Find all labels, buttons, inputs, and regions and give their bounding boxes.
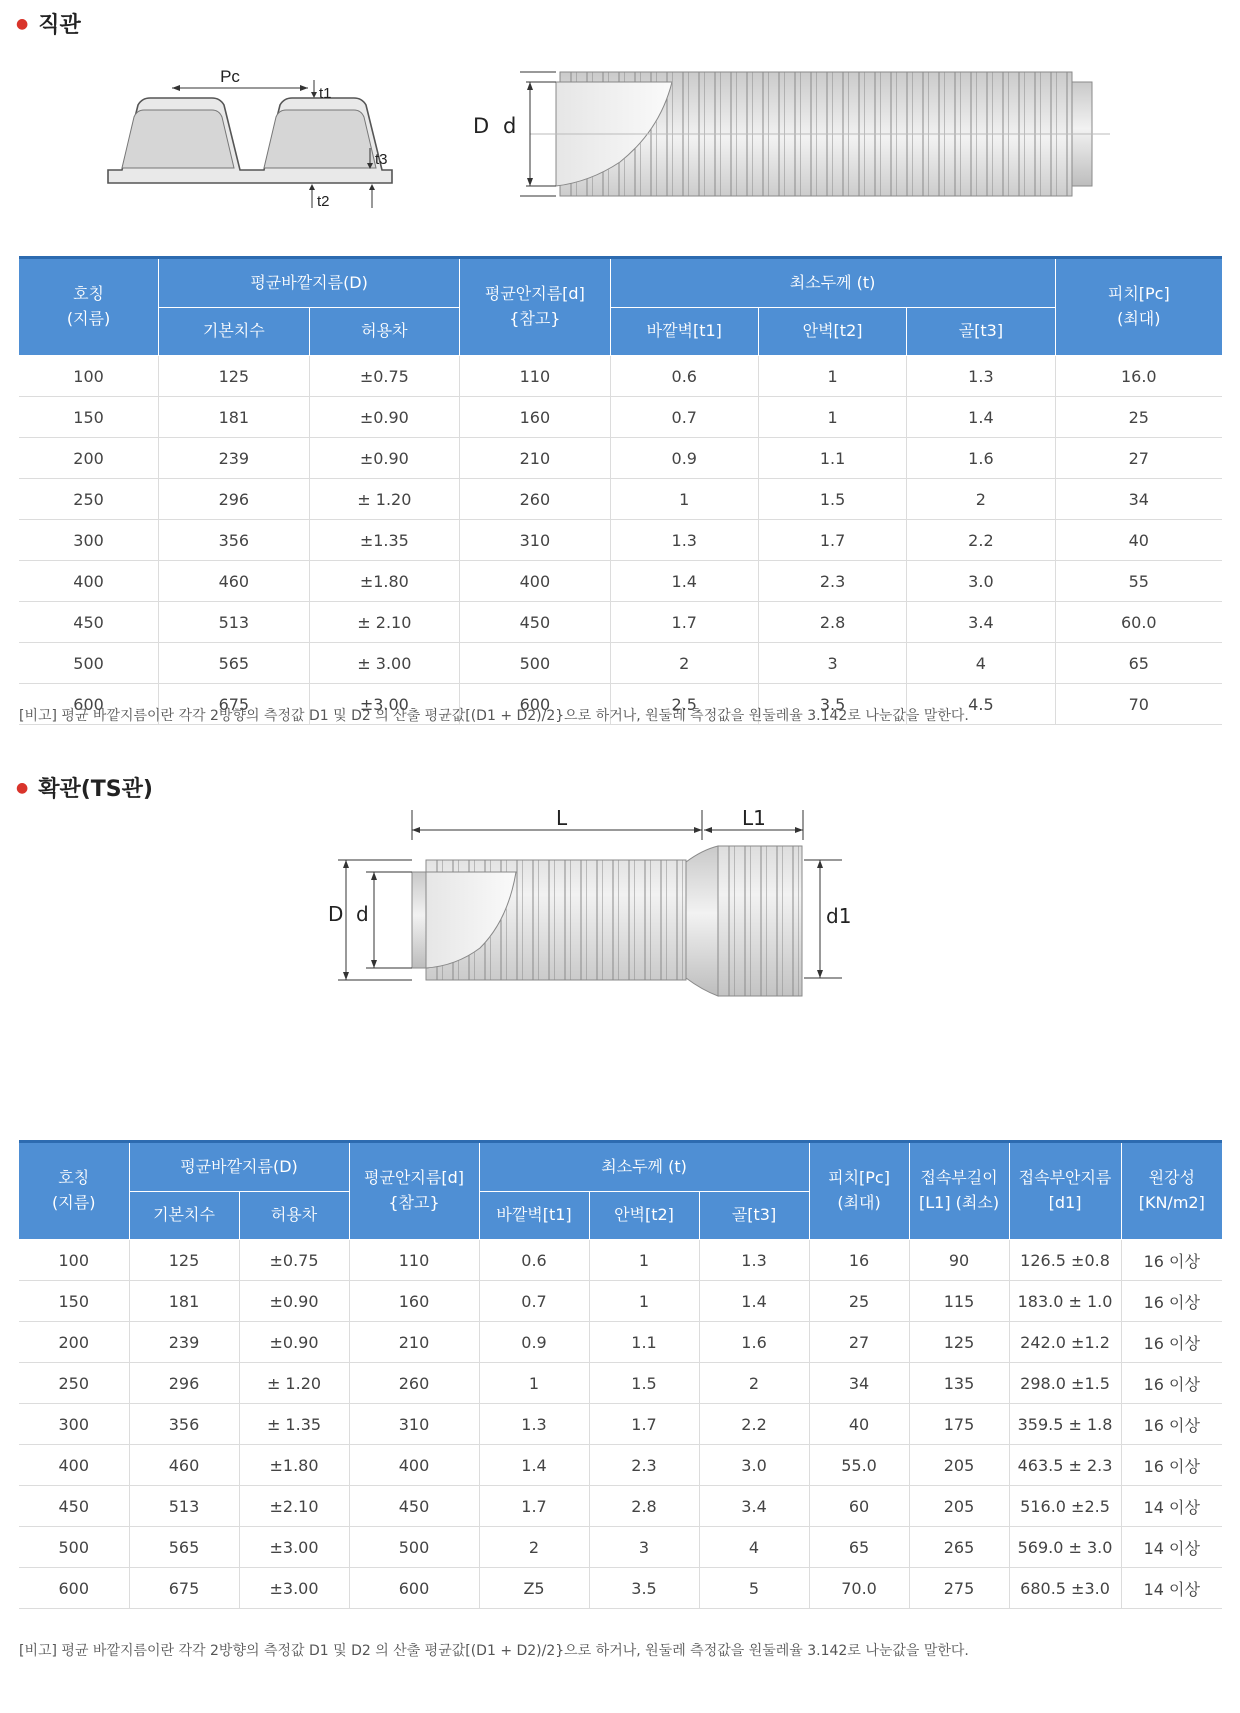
table-cell: 296 (159, 479, 310, 520)
table-cell: 460 (129, 1445, 239, 1486)
table-cell: 3.4 (907, 602, 1055, 643)
table-cell: 70.0 (809, 1568, 909, 1609)
table-cell: 1.4 (610, 561, 758, 602)
header-tolerance: 허용차 (309, 308, 460, 356)
straight-pipe-spec-table (19, 256, 1222, 725)
table-cell: 55.0 (809, 1445, 909, 1486)
table-cell: 2 (610, 643, 758, 684)
table-cell: 2.3 (589, 1445, 699, 1486)
table-cell: 1 (589, 1281, 699, 1322)
table-cell: 2.8 (758, 602, 906, 643)
table-row (19, 1404, 1222, 1445)
table-cell: 60.0 (1055, 602, 1222, 643)
header-outer-diameter: 평균바깥지름(D) (159, 258, 460, 308)
table-cell: 450 (349, 1486, 479, 1527)
table-cell: 275 (909, 1568, 1009, 1609)
table-cell: 600 (349, 1568, 479, 1609)
table-row (19, 643, 1222, 684)
table-cell: 450 (19, 1486, 129, 1527)
table-cell: 2.2 (699, 1404, 809, 1445)
outer-diameter-label: D (473, 114, 490, 138)
table-cell: 2.5 (610, 684, 758, 725)
table-cell: 400 (349, 1445, 479, 1486)
table-cell: ±1.80 (309, 561, 460, 602)
header-nominal: 호칭 (지름) (19, 258, 159, 356)
pitch-label: Pc (220, 67, 240, 86)
table-cell: 3.5 (589, 1568, 699, 1609)
t3-label: t3 (375, 151, 388, 168)
table-cell: 34 (809, 1363, 909, 1404)
table-cell: 600 (19, 1568, 129, 1609)
table-cell: ±3.00 (239, 1527, 349, 1568)
table-cell: 463.5 ± 2.3 (1009, 1445, 1121, 1486)
table-cell: ±0.75 (239, 1240, 349, 1281)
table-cell: 1.7 (479, 1486, 589, 1527)
table-cell: 513 (129, 1486, 239, 1527)
table-cell: 400 (19, 561, 159, 602)
table-cell: 4.5 (907, 684, 1055, 725)
table-cell: 4 (907, 643, 1055, 684)
table-cell: 125 (909, 1322, 1009, 1363)
table-cell: 680.5 ±3.0 (1009, 1568, 1121, 1609)
header-outer-wall: 바깥벽[t1] (610, 308, 758, 356)
joint-inner-diameter-label: d1 (826, 904, 852, 928)
header-min-thickness: 최소두께 (t) (610, 258, 1055, 308)
table-cell: 242.0 ±1.2 (1009, 1322, 1121, 1363)
table-cell: ±0.75 (309, 356, 460, 397)
table-row (19, 602, 1222, 643)
table-cell: 1.1 (589, 1322, 699, 1363)
table-cell: 2 (479, 1527, 589, 1568)
table-cell: 4 (699, 1527, 809, 1568)
table-cell: ± 1.20 (239, 1363, 349, 1404)
length-label: L (556, 806, 568, 830)
table-cell: 100 (19, 1240, 129, 1281)
table-cell: 27 (1055, 438, 1222, 479)
table-cell: 65 (1055, 643, 1222, 684)
table-cell: 3.0 (699, 1445, 809, 1486)
table-cell: 260 (460, 479, 611, 520)
table-cell: 500 (19, 643, 159, 684)
section-title-text: 확관(TS관) (38, 777, 153, 802)
section-title-text: 직관 (38, 13, 81, 38)
table-cell: ±0.90 (309, 438, 460, 479)
joint-length-label: L1 (742, 806, 766, 830)
table-cell: ±1.80 (239, 1445, 349, 1486)
table-cell: 3 (589, 1527, 699, 1568)
table-cell: 1.3 (699, 1240, 809, 1281)
table-cell: 40 (809, 1404, 909, 1445)
table-cell: 600 (460, 684, 611, 725)
table-row (19, 1322, 1222, 1363)
table-cell: 210 (349, 1322, 479, 1363)
table-cell: 500 (460, 643, 611, 684)
table-cell: 0.9 (610, 438, 758, 479)
table-cell: 1.3 (479, 1404, 589, 1445)
table-cell: 40 (1055, 520, 1222, 561)
header-basic-size: 기본치수 (159, 308, 310, 356)
table-cell: 2 (907, 479, 1055, 520)
header-joint-length: 접속부길이 [L1] (최소) (909, 1142, 1009, 1240)
table-cell: 200 (19, 1322, 129, 1363)
table-cell: Z5 (479, 1568, 589, 1609)
header-pitch: 피치[Pc] (최대) (1055, 258, 1222, 356)
table-cell: 1.7 (758, 520, 906, 561)
table-cell: 125 (129, 1240, 239, 1281)
table-cell: 16 이상 (1121, 1445, 1222, 1486)
table-cell: 16 이상 (1121, 1322, 1222, 1363)
table-row (19, 520, 1222, 561)
table-cell: 356 (159, 520, 310, 561)
table-row (19, 1240, 1222, 1281)
table-cell: 210 (460, 438, 611, 479)
header-outer-diameter: 평균바깥지름(D) (129, 1142, 349, 1192)
table-cell: 16 이상 (1121, 1363, 1222, 1404)
table-row (19, 1486, 1222, 1527)
table-cell: 55 (1055, 561, 1222, 602)
table-cell: 1 (589, 1240, 699, 1281)
table-cell: 2.8 (589, 1486, 699, 1527)
table-cell: 1 (610, 479, 758, 520)
t1-label: t1 (319, 85, 332, 102)
table-cell: 205 (909, 1445, 1009, 1486)
header-outer-wall: 바깥벽[t1] (479, 1192, 589, 1240)
table-cell: 3.5 (758, 684, 906, 725)
table-cell: 2.3 (758, 561, 906, 602)
table-cell: 1 (758, 356, 906, 397)
table-cell: 14 이상 (1121, 1527, 1222, 1568)
header-inner-wall: 안벽[t2] (758, 308, 906, 356)
table-row (19, 438, 1222, 479)
expanded-pipe-diagram (330, 800, 890, 1010)
table-cell: 150 (19, 397, 159, 438)
bullet-icon: ● (16, 779, 29, 796)
table-cell: 239 (129, 1322, 239, 1363)
outer-diameter-label: D (328, 902, 344, 926)
table-cell: 400 (460, 561, 611, 602)
header-inner-wall: 안벽[t2] (589, 1192, 699, 1240)
table-cell: 1.6 (907, 438, 1055, 479)
header-valley: 골[t3] (699, 1192, 809, 1240)
table-cell: 1 (758, 397, 906, 438)
header-valley: 골[t3] (907, 308, 1055, 356)
inner-diameter-label: d (356, 902, 369, 926)
table-cell: 1.6 (699, 1322, 809, 1363)
straight-pipe-diagram (520, 70, 1140, 220)
table-cell: 1.1 (758, 438, 906, 479)
table-cell: 565 (129, 1527, 239, 1568)
table-cell: 175 (909, 1404, 1009, 1445)
table-cell: 516.0 ±2.5 (1009, 1486, 1121, 1527)
table-cell: 25 (1055, 397, 1222, 438)
table-cell: 675 (129, 1568, 239, 1609)
table-cell: 356 (129, 1404, 239, 1445)
table-cell: 16 (809, 1240, 909, 1281)
table-cell: 513 (159, 602, 310, 643)
table-row (19, 1281, 1222, 1322)
table-cell: 500 (349, 1527, 479, 1568)
t2-label: t2 (317, 193, 330, 210)
table-cell: 160 (460, 397, 611, 438)
table-cell: 2.2 (907, 520, 1055, 561)
table-cell: 16 이상 (1121, 1240, 1222, 1281)
table-cell: 310 (460, 520, 611, 561)
table-cell: 1.5 (758, 479, 906, 520)
table-cell: ± 1.20 (309, 479, 460, 520)
expanded-pipe-spec-table (19, 1140, 1222, 1609)
table-cell: 460 (159, 561, 310, 602)
table-cell: 60 (809, 1486, 909, 1527)
table-cell: 1.3 (907, 356, 1055, 397)
table-cell: 310 (349, 1404, 479, 1445)
table-cell: 160 (349, 1281, 479, 1322)
table-cell: 250 (19, 479, 159, 520)
table-cell: 2 (699, 1363, 809, 1404)
header-stiffness: 원강성 [KN/m2] (1121, 1142, 1222, 1240)
table-cell: 27 (809, 1322, 909, 1363)
table-cell: 0.6 (479, 1240, 589, 1281)
section-title-expanded-pipe (16, 772, 153, 803)
table-cell: 1 (479, 1363, 589, 1404)
table-cell: ±0.90 (309, 397, 460, 438)
table-cell: 260 (349, 1363, 479, 1404)
table-cell: 675 (159, 684, 310, 725)
table-cell: 450 (460, 602, 611, 643)
table-cell: 100 (19, 356, 159, 397)
table-cell: 265 (909, 1527, 1009, 1568)
table-cell: 300 (19, 1404, 129, 1445)
header-inner-diameter: 평균안지름[d] {참고} (349, 1142, 479, 1240)
table-cell: 239 (159, 438, 310, 479)
table-cell: 110 (349, 1240, 479, 1281)
table-cell: 16 이상 (1121, 1404, 1222, 1445)
table-cell: 1.7 (610, 602, 758, 643)
table-cell: ±3.00 (239, 1568, 349, 1609)
table-cell: 3.0 (907, 561, 1055, 602)
table-cell: 300 (19, 520, 159, 561)
inner-diameter-label: d (503, 114, 517, 138)
table-cell: ±3.00 (309, 684, 460, 725)
table-cell: ± 2.10 (309, 602, 460, 643)
table-cell: ± 1.35 (239, 1404, 349, 1445)
table-row (19, 1363, 1222, 1404)
table-cell: 400 (19, 1445, 129, 1486)
table-cell: 600 (19, 684, 159, 725)
table-cell: 125 (159, 356, 310, 397)
table-cell: 181 (159, 397, 310, 438)
table-cell: 14 이상 (1121, 1568, 1222, 1609)
header-basic-size: 기본치수 (129, 1192, 239, 1240)
table-row (19, 356, 1222, 397)
table-cell: 14 이상 (1121, 1486, 1222, 1527)
table-cell: ±0.90 (239, 1281, 349, 1322)
table-cell: 205 (909, 1486, 1009, 1527)
table-cell: 183.0 ± 1.0 (1009, 1281, 1121, 1322)
table-cell: 500 (19, 1527, 129, 1568)
table-cell: 110 (460, 356, 611, 397)
table-row (19, 1445, 1222, 1486)
table-cell: 359.5 ± 1.8 (1009, 1404, 1121, 1445)
table-row (19, 397, 1222, 438)
table-cell: 150 (19, 1281, 129, 1322)
table-cell: 0.7 (479, 1281, 589, 1322)
table-cell: 565 (159, 643, 310, 684)
header-tolerance: 허용차 (239, 1192, 349, 1240)
bullet-icon: ● (16, 15, 29, 32)
table-cell: ± 3.00 (309, 643, 460, 684)
table-cell: 0.9 (479, 1322, 589, 1363)
table-row (19, 479, 1222, 520)
table-cell: 65 (809, 1527, 909, 1568)
table-cell: 1.4 (479, 1445, 589, 1486)
table-cell: 450 (19, 602, 159, 643)
table-cell: 16 이상 (1121, 1281, 1222, 1322)
table-cell: 250 (19, 1363, 129, 1404)
table-row (19, 1568, 1222, 1609)
table-cell: ±0.90 (239, 1322, 349, 1363)
table-cell: 1.3 (610, 520, 758, 561)
header-min-thickness: 최소두께 (t) (479, 1142, 809, 1192)
table-cell: ±2.10 (239, 1486, 349, 1527)
table-cell: 25 (809, 1281, 909, 1322)
table-cell: 16.0 (1055, 356, 1222, 397)
table-cell: 70 (1055, 684, 1222, 725)
header-nominal: 호칭 (지름) (19, 1142, 129, 1240)
table-cell: 298.0 ±1.5 (1009, 1363, 1121, 1404)
table-cell: 3 (758, 643, 906, 684)
table-cell: 34 (1055, 479, 1222, 520)
table-cell: 1.5 (589, 1363, 699, 1404)
note-expanded-pipe: [비고] 평균 바깥지름이란 각각 2방향의 측정값 D1 및 D2 의 산출 평균값[(D1 + D2)/2}으로 하거나, 원둘레 측정값을 원둘레율 3.142로 나눈값을 말한다. (19, 1643, 969, 1659)
corrugation-profile-diagram (100, 60, 440, 235)
table-cell: 0.7 (610, 397, 758, 438)
section-title-straight-pipe (16, 8, 81, 39)
table-row (19, 1527, 1222, 1568)
table-cell: 115 (909, 1281, 1009, 1322)
table-cell: 3.4 (699, 1486, 809, 1527)
table-cell: 126.5 ±0.8 (1009, 1240, 1121, 1281)
table-cell: 135 (909, 1363, 1009, 1404)
header-inner-diameter: 평균안지름[d] {참고} (460, 258, 611, 356)
table-row (19, 561, 1222, 602)
note-straight-pipe: [비고] 평균 바깥지름이란 각각 2방향의 측정값 D1 및 D2 의 산출 평균값[(D1 + D2)/2}으로 하거나, 원둘레 측정값을 원둘레율 3.142로 나눈값을 말한다. (19, 708, 969, 724)
table-cell: 1.7 (589, 1404, 699, 1445)
table-cell: 0.6 (610, 356, 758, 397)
table-cell: 569.0 ± 3.0 (1009, 1527, 1121, 1568)
header-pitch: 피치[Pc] (최대) (809, 1142, 909, 1240)
table-cell: 200 (19, 438, 159, 479)
table-cell: 1.4 (699, 1281, 809, 1322)
table-cell: ±1.35 (309, 520, 460, 561)
table-cell: 296 (129, 1363, 239, 1404)
table-cell: 1.4 (907, 397, 1055, 438)
table-cell: 90 (909, 1240, 1009, 1281)
table-cell: 5 (699, 1568, 809, 1609)
table-cell: 181 (129, 1281, 239, 1322)
header-joint-inner: 접속부안지름 [d1] (1009, 1142, 1121, 1240)
